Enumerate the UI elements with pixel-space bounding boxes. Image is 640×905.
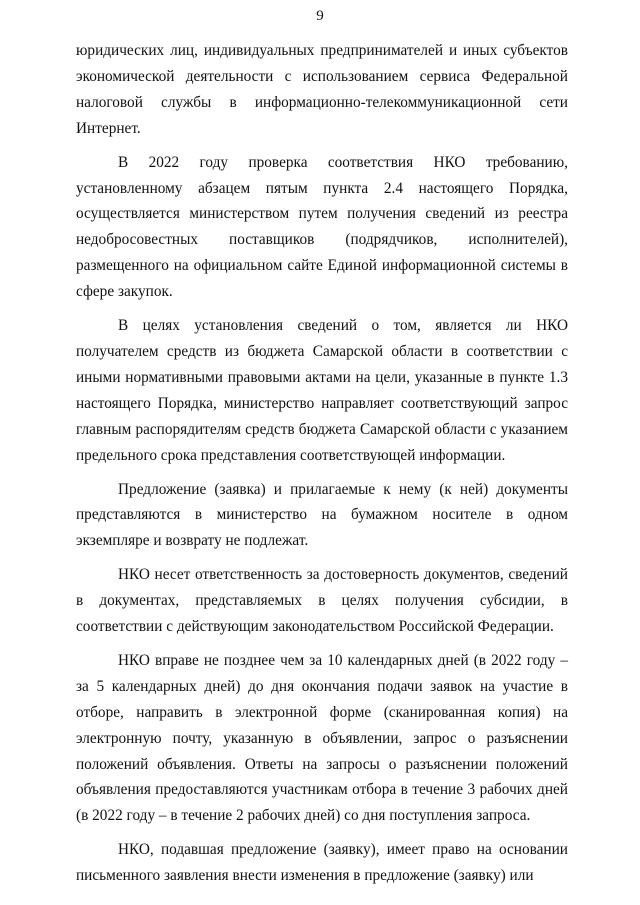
paragraph-1: юридических лиц, индивидуальных предпринимателей и иных субъектов экономической деятельности с использованием сервиса Федеральной налоговой службы в информационно-телекоммуникационной сети Интернет. (76, 42, 568, 137)
paragraph-3: В целях установления сведений о том, является ли НКО получателем средств из бюджета Самарской области в соответствии с иными нормативными правовыми актами на цели, указанные в пункте 1.3 настоящего Порядка, министерство направляет соответствующий запрос главным распорядителям средств бюджета Самарской области с указанием предельного срока представления соответствующей информации. (76, 317, 568, 464)
paragraph-5: НКО несет ответственность за достоверность документов, сведений в документах, представляемых в целях получения субсидии, в соответствии с действующим законодательством Российской Федерации. (76, 566, 568, 636)
paragraph-6: НКО вправе не позднее чем за 10 календарных дней (в 2022 году – за 5 календарных дней) до дня окончания подачи заявок на участие в отборе, направить в электронной форме (сканированная копия) на электронную почту, указанную в объявлении, запрос о разъяснении положений объявления. Ответы на запросы о разъяснении положений объявления предоставляются участникам отбора в течение 3 рабочих дней (в 2022 году – в течение 2 рабочих дней) со дня поступления запроса. (76, 651, 568, 825)
paragraph-4: Предложение (заявка) и прилагаемые к нему (к ней) документы представляются в министерство на бумажном носителе в одном экземпляре и возврату не подлежат. (76, 480, 568, 550)
document-body (76, 38, 568, 897)
paragraph-2: В 2022 году проверка соответствия НКО требованию, установленному абзацем пятым пункта 2.4 настоящего Порядка, осуществляется министерством путем получения сведений из реестра недобросовестных поставщиков (подрядчиков, исполнителей), размещенного на официальном сайте Единой информационной системы в сфере закупок. (76, 153, 568, 301)
paragraph-7: НКО, подавшая предложение (заявку), имеет право на основании письменного заявления внести изменения в предложение (заявку) или (76, 841, 568, 885)
page-number: 9 (316, 8, 324, 24)
